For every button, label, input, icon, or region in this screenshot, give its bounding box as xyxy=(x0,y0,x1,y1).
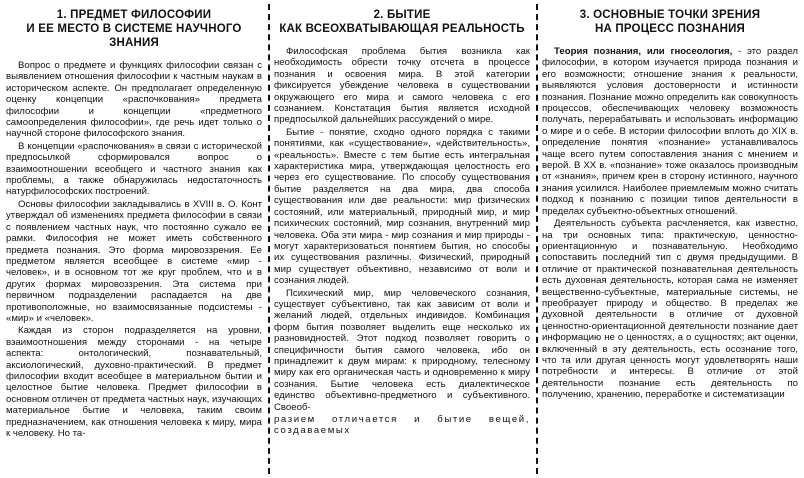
section-title-2-line-1: 2. БЫТИЕ xyxy=(373,9,431,21)
column-1 xyxy=(0,0,268,478)
column-divider xyxy=(268,4,270,474)
paragraph: В концепции «распочкования» в связи с исторической предпосылкой сформировался вопрос о взаимоотношении всеобщего и частного знания как проблемы, а также обнаружилась недостаточность натурфилософских построений. xyxy=(6,140,262,198)
section-title-1-line-1: 1. ПРЕДМЕТ ФИЛОСОФИИ xyxy=(56,9,212,21)
lead-term: Теория познания, или гносеология, xyxy=(554,46,733,57)
paragraph: Психический мир, мир человеческого сознания, существует субъективно, так как зависим от воли и желаний людей, отдельных индивидов. Комбинация форм бытия позволяет выделить еще несколько их разновидностей. Этот подход позволяет говорить о специфичности бытия самого человека, ибо он принадлежит к двум мирам: к природному, телесному миру как его органическая часть и одновременно к миру сознания. Бытие человека есть диалектическое единство объективно-предметного и субъективного. Своеоб- xyxy=(274,287,530,413)
column-2 xyxy=(268,0,536,478)
paragraph: Каждая из сторон подразделяется на уровни, взаимоотношения между сторонами - на четыре аспекта: онтологический, познавательный, аксиологический, духовно-практический. В предмет философии входит всеобщее в материальном бытии и целостное бытие человека. Предмет философии в основном отличен от предмета частных наук, изучающих материальное бытие и человека, таким своим предназначением, как отношения человека к миру, мира к человеку. Но та- xyxy=(6,325,262,439)
paragraph: Основы философии закладывались в XVIII в. О. Конт утверждал об изменениях предмета философии в связи с появлением частных наук, что постоянно сужало ее рамки. Философия не может иметь собственного предмета познания. Это форма мировоззрения. Ее предметом является всеобщее в системе «мир - человек», и в основном тот же круг проблем, что и в других формах мировоззрения. Эта система при первичном подразделении распадается на две противоположные, но взаимосвязанные подсистемы - «мир» и «человек». xyxy=(6,198,262,324)
section-title-3-line-1: 3. ОСНОВНЫЕ ТОЧКИ ЗРЕНИЯ xyxy=(579,9,761,21)
section-title-1 xyxy=(6,8,262,50)
section-title-2-line-2: КАК ВСЕОХВАТЫВАЮЩАЯ РЕАЛЬНОСТЬ xyxy=(279,23,525,35)
paragraph xyxy=(542,46,798,217)
paragraph: Деятельность субъекта расчленяется, как известно, на три основных типа: практическую, ценностно-ориентационную и познавательную. Необходимо сопоставить последний тип с двумя предыдущими. В отличие от практической познавательная деятельность есть духовная деятельность, которая сама не изменяет вещественно-субъектные, материальные системы, не преобразует природу и общество. В пределах же духовной деятельности в отличие от духовной ценностно-ориентационной деятельности познание дает информацию не о ценностях, а о сущностях; акт оценки, включенный в эту деятельность, есть осознание того, что та или другая ценность могут удовлетворять наши потребности и интересы. В отличие от этой деятельности познание есть деятельность по получению, хранению, переработке и систематизации xyxy=(542,218,798,401)
paragraph: Вопрос о предмете и функциях философии связан с выявлением отношения философии к частным наукам в историческом аспекте. Он предполагает определенную оценку концепции «распочкования» предмета философии и концепции «предметного самоопределения философии», где речь идет только о научной стороне философского знания. xyxy=(6,60,262,140)
section-title-3 xyxy=(542,8,798,36)
section-title-2 xyxy=(274,8,530,36)
section-title-1-line-2: И ЕЕ МЕСТО В СИСТЕМЕ НАУЧНОГО ЗНАНИЯ xyxy=(26,23,242,49)
column-3 xyxy=(536,0,804,478)
column-divider xyxy=(536,4,538,474)
paragraph-tail: разием отличается и бытие вещей, создаваемых xyxy=(274,414,530,437)
lead-text: - это раздел философии, в котором изучается природа познания и его возможности; отношение знания к реальности, выявляются условия достоверности и истинности познания. Познание можно определить как совокупность процессов, обеспечивающих человеку возможность получать, перерабатывать и использовать информацию о мире и о себе. В истории философии вплоть до XIX в. определение понятия «познание» устанавливалось чаще всего путем сопоставления знания с мнением и верой. В XX в. «познание» тоже оказалось производным от «знания», причем крен в сторону истинного, научного знания усилился. Наиболее приемлемым можно считать подход к познанию с позиции типов деятельности в пределах субъектно-объектных отношений. xyxy=(542,46,798,217)
paragraph: Бытие - понятие, сходно одного порядка с такими понятиями, как «существование», «действительность», «реальность». Вместе с тем бытие есть интегральная характеристика мира, утверждающая целостность его через его существование. По способу существования бытие разделяется на два мира, два способа существования или две реальности: мир физических состояний, или материальный, природный мир, и мир психических состояний, мир сознания, внутренний мир человека. Оба эти мира - мир сознания и мир природы - могут характеризоваться понятием бытия, но способы их существования различны. Физический, природный мир существует объективно, независимо от воли и сознания людей. xyxy=(274,126,530,287)
section-title-3-line-2: НА ПРОЦЕСС ПОЗНАНИЯ xyxy=(594,23,746,35)
paragraph: Философская проблема бытия возникла как необходимость обрести точку отсчета в процессе познания и освоения мира. В этой категории фиксируется убеждение человека в существовании окружающего его мира и самого человека с его сознанием. Констатация бытия является исходной предпосылкой дальнейших рассуждений о мире. xyxy=(274,46,530,126)
